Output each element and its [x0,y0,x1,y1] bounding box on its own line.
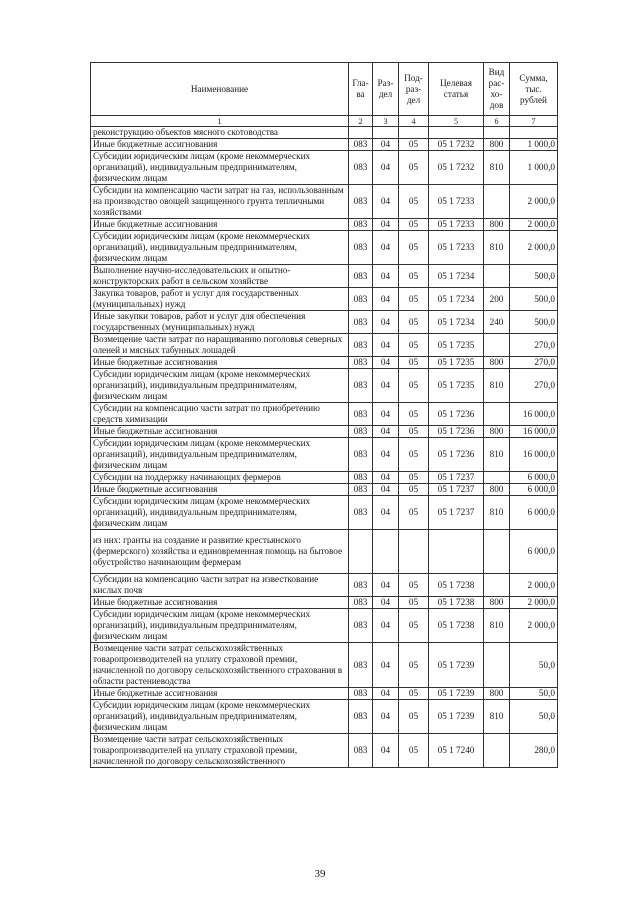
cell-target: 05 1 7232 [429,139,484,151]
cell-glava: 083 [349,426,373,438]
cell-glava: 083 [349,688,373,700]
cell-glava: 083 [349,139,373,151]
cell-name: из них: гранты на создание и развитие крестьянского (фермерского) хозяйства и единовременная помощь на бытовое обустройство начинающим фермерам [91,530,349,574]
cell-target: 05 1 7237 [429,472,484,484]
table-row [91,426,558,438]
table-row [91,472,558,484]
cell-target: 05 1 7238 [429,597,484,609]
cell-glava: 083 [349,265,373,288]
cell-glava: 083 [349,185,373,219]
cell-vid [484,334,510,357]
cell-glava: 083 [349,643,373,688]
cell-podrazdel: 05 [399,185,429,219]
cell-name: Субсидии юридическим лицам (кроме некоммерческих организаций), индивидуальным предпринимателям, физическим лицам [91,438,349,472]
cell-glava: 083 [349,403,373,426]
cell-sum: 500,0 [510,265,558,288]
header-name: Наименование [91,63,349,116]
cell-razdel: 04 [373,574,399,597]
cell-target: 05 1 7238 [429,609,484,643]
cell-name: Возмещение части затрат сельскохозяйственных товаропроизводителей на уплату страховой премии, начисленной по договору сельскохозяйственного [91,734,349,768]
cell-sum: 2 000,0 [510,597,558,609]
cell-vid [484,403,510,426]
cell-sum: 280,0 [510,734,558,768]
cell-sum: 50,0 [510,700,558,734]
cell-name: Иные бюджетные ассигнования [91,357,349,369]
table-row [91,530,558,574]
cell-razdel: 04 [373,609,399,643]
col-number: 7 [510,116,558,127]
cell-glava [349,127,373,139]
col-number: 1 [91,116,349,127]
cell-name: Субсидии юридическим лицам (кроме некоммерческих организаций), индивидуальным предпринимателям, физическим лицам [91,369,349,403]
col-number: 3 [373,116,399,127]
cell-vid: 810 [484,496,510,530]
cell-sum: 270,0 [510,369,558,403]
col-number: 6 [484,116,510,127]
cell-razdel: 04 [373,334,399,357]
cell-razdel [373,127,399,139]
table-row [91,609,558,643]
cell-name: Субсидии на поддержку начинающих фермеров [91,472,349,484]
cell-razdel: 04 [373,688,399,700]
cell-target: 05 1 7236 [429,438,484,472]
cell-sum: 500,0 [510,311,558,334]
cell-sum: 2 000,0 [510,219,558,231]
table-row [91,127,558,139]
table-row [91,643,558,688]
cell-razdel: 04 [373,484,399,496]
cell-podrazdel: 05 [399,574,429,597]
cell-podrazdel: 05 [399,700,429,734]
header-row [91,63,558,116]
cell-vid: 800 [484,688,510,700]
table-row [91,265,558,288]
cell-vid: 800 [484,139,510,151]
table-row [91,288,558,311]
cell-vid: 800 [484,597,510,609]
cell-glava: 083 [349,231,373,265]
table-row [91,185,558,219]
cell-razdel [373,530,399,574]
cell-razdel: 04 [373,597,399,609]
cell-glava: 083 [349,700,373,734]
cell-name: Субсидии юридическим лицам (кроме некоммерческих организаций), индивидуальным предпринимателям, физическим лицам [91,609,349,643]
cell-glava: 083 [349,357,373,369]
table-row [91,357,558,369]
table-row [91,369,558,403]
cell-razdel: 04 [373,700,399,734]
table-row [91,219,558,231]
cell-name: Субсидии юридическим лицам (кроме некоммерческих организаций), индивидуальным предпринимателям, физическим лицам [91,231,349,265]
cell-podrazdel: 05 [399,643,429,688]
table-row [91,334,558,357]
cell-podrazdel: 05 [399,139,429,151]
cell-podrazdel: 05 [399,219,429,231]
cell-name: Иные бюджетные ассигнования [91,219,349,231]
cell-vid: 240 [484,311,510,334]
cell-podrazdel: 05 [399,369,429,403]
cell-razdel: 04 [373,288,399,311]
cell-vid [484,530,510,574]
cell-razdel: 04 [373,403,399,426]
cell-name: Возмещение части затрат сельскохозяйственных товаропроизводителей на уплату страховой премии, начисленной по договору сельскохозяйственного страхования в области растениеводства [91,643,349,688]
cell-target: 05 1 7235 [429,334,484,357]
cell-vid: 810 [484,231,510,265]
cell-podrazdel: 05 [399,438,429,472]
cell-target: 05 1 7239 [429,643,484,688]
cell-glava: 083 [349,574,373,597]
cell-vid: 810 [484,700,510,734]
cell-sum: 2 000,0 [510,574,558,597]
cell-sum: 270,0 [510,357,558,369]
cell-target [429,530,484,574]
cell-razdel: 04 [373,643,399,688]
cell-sum: 500,0 [510,288,558,311]
cell-podrazdel [399,127,429,139]
cell-podrazdel: 05 [399,609,429,643]
cell-razdel: 04 [373,231,399,265]
cell-sum: 6 000,0 [510,472,558,484]
budget-table [90,62,558,768]
cell-name: Иные бюджетные ассигнования [91,139,349,151]
cell-name: реконструкцию объектов мясного скотоводства [91,127,349,139]
cell-razdel: 04 [373,139,399,151]
header-target: Целевая статья [429,63,484,116]
cell-target: 05 1 7234 [429,288,484,311]
table-row [91,311,558,334]
cell-glava: 083 [349,484,373,496]
col-number: 5 [429,116,484,127]
cell-podrazdel: 05 [399,688,429,700]
cell-sum: 50,0 [510,643,558,688]
cell-podrazdel: 05 [399,496,429,530]
cell-vid [484,574,510,597]
cell-vid: 800 [484,426,510,438]
cell-vid: 800 [484,357,510,369]
cell-podrazdel: 05 [399,734,429,768]
cell-target: 05 1 7233 [429,231,484,265]
cell-sum: 50,0 [510,688,558,700]
cell-vid [484,643,510,688]
cell-name: Иные бюджетные ассигнования [91,688,349,700]
cell-podrazdel: 05 [399,231,429,265]
cell-glava: 083 [349,369,373,403]
cell-sum: 6 000,0 [510,496,558,530]
cell-glava: 083 [349,334,373,357]
header-glava: Гла-ва [349,63,373,116]
cell-target: 05 1 7236 [429,426,484,438]
cell-razdel: 04 [373,311,399,334]
cell-razdel: 04 [373,734,399,768]
table-row [91,574,558,597]
cell-razdel: 04 [373,151,399,185]
cell-sum: 16 000,0 [510,403,558,426]
cell-name: Возмещение части затрат по наращиванию поголовья северных оленей и мясных табунных лошадей [91,334,349,357]
cell-vid: 810 [484,609,510,643]
cell-name: Закупка товаров, работ и услуг для государственных (муниципальных) нужд [91,288,349,311]
table-row [91,484,558,496]
header-podrazdel: Под-раз-дел [399,63,429,116]
cell-podrazdel: 05 [399,288,429,311]
cell-target: 05 1 7236 [429,403,484,426]
cell-glava: 083 [349,288,373,311]
column-number-row [91,116,558,127]
cell-glava: 083 [349,438,373,472]
cell-vid [484,127,510,139]
cell-name: Субсидии на компенсацию части затрат на известкование кислых почв [91,574,349,597]
cell-vid: 800 [484,484,510,496]
cell-razdel: 04 [373,426,399,438]
cell-vid [484,734,510,768]
cell-vid [484,472,510,484]
cell-sum: 2 000,0 [510,231,558,265]
cell-target: 05 1 7237 [429,496,484,530]
cell-razdel: 04 [373,219,399,231]
cell-glava: 083 [349,597,373,609]
header-vid: Вид рас-хо-дов [484,63,510,116]
cell-podrazdel: 05 [399,403,429,426]
table-row [91,438,558,472]
cell-target: 05 1 7239 [429,688,484,700]
cell-target: 05 1 7234 [429,311,484,334]
header-razdel: Раз-дел [373,63,399,116]
table-row [91,597,558,609]
cell-glava: 083 [349,219,373,231]
cell-glava [349,530,373,574]
cell-podrazdel: 05 [399,265,429,288]
cell-target: 05 1 7237 [429,484,484,496]
cell-sum: 270,0 [510,334,558,357]
cell-target: 05 1 7235 [429,369,484,403]
cell-podrazdel: 05 [399,472,429,484]
cell-sum: 6 000,0 [510,484,558,496]
table-row [91,496,558,530]
cell-name: Субсидии на компенсацию части затрат на газ, использованным на производство овощей защищенного грунта тепличными хозяйствами [91,185,349,219]
cell-vid [484,185,510,219]
table-row [91,151,558,185]
page-number: 39 [314,868,326,880]
cell-target: 05 1 7239 [429,700,484,734]
cell-podrazdel: 05 [399,597,429,609]
cell-sum: 1 000,0 [510,151,558,185]
cell-vid: 810 [484,369,510,403]
cell-target: 05 1 7240 [429,734,484,768]
cell-razdel: 04 [373,357,399,369]
cell-target: 05 1 7233 [429,185,484,219]
cell-target: 05 1 7232 [429,151,484,185]
cell-podrazdel: 05 [399,426,429,438]
cell-name: Иные бюджетные ассигнования [91,597,349,609]
cell-name: Субсидии юридическим лицам (кроме некоммерческих организаций), индивидуальным предпринимателям, физическим лицам [91,151,349,185]
cell-razdel: 04 [373,438,399,472]
cell-razdel: 04 [373,185,399,219]
cell-sum: 6 000,0 [510,530,558,574]
cell-razdel: 04 [373,472,399,484]
cell-name: Субсидии юридическим лицам (кроме некоммерческих организаций), индивидуальным предпринимателям, физическим лицам [91,700,349,734]
cell-target [429,127,484,139]
cell-podrazdel: 05 [399,311,429,334]
cell-glava: 083 [349,609,373,643]
cell-glava: 083 [349,496,373,530]
cell-razdel: 04 [373,496,399,530]
table-row [91,734,558,768]
table-row [91,139,558,151]
table-row [91,700,558,734]
table-row [91,231,558,265]
table-row [91,688,558,700]
cell-sum [510,127,558,139]
cell-podrazdel: 05 [399,357,429,369]
cell-vid [484,265,510,288]
cell-target: 05 1 7233 [429,219,484,231]
cell-name: Субсидии на компенсацию части затрат по приобретению средств химизации [91,403,349,426]
cell-target: 05 1 7238 [429,574,484,597]
header-sum: Сумма, тыс. рублей [510,63,558,116]
cell-name: Иные бюджетные ассигнования [91,484,349,496]
cell-vid: 800 [484,219,510,231]
cell-glava: 083 [349,311,373,334]
cell-sum: 16 000,0 [510,426,558,438]
col-number: 2 [349,116,373,127]
cell-target: 05 1 7235 [429,357,484,369]
cell-razdel: 04 [373,265,399,288]
cell-vid: 810 [484,151,510,185]
cell-razdel: 04 [373,369,399,403]
cell-name: Выполнение научно-исследовательских и опытно-конструкторских работ в сельском хозяйстве [91,265,349,288]
cell-glava: 083 [349,734,373,768]
cell-vid: 810 [484,438,510,472]
cell-vid: 200 [484,288,510,311]
cell-name: Иные бюджетные ассигнования [91,426,349,438]
cell-glava: 083 [349,472,373,484]
cell-podrazdel [399,530,429,574]
cell-podrazdel: 05 [399,484,429,496]
cell-name: Иные закупки товаров, работ и услуг для обеспечения государственных (муниципальных) нужд [91,311,349,334]
cell-podrazdel: 05 [399,151,429,185]
cell-sum: 2 000,0 [510,185,558,219]
cell-target: 05 1 7234 [429,265,484,288]
cell-glava: 083 [349,151,373,185]
cell-sum: 16 000,0 [510,438,558,472]
cell-sum: 1 000,0 [510,139,558,151]
cell-name: Субсидии юридическим лицам (кроме некоммерческих организаций), индивидуальным предпринимателям, физическим лицам [91,496,349,530]
table-row [91,403,558,426]
cell-sum: 2 000,0 [510,609,558,643]
cell-podrazdel: 05 [399,334,429,357]
col-number: 4 [399,116,429,127]
